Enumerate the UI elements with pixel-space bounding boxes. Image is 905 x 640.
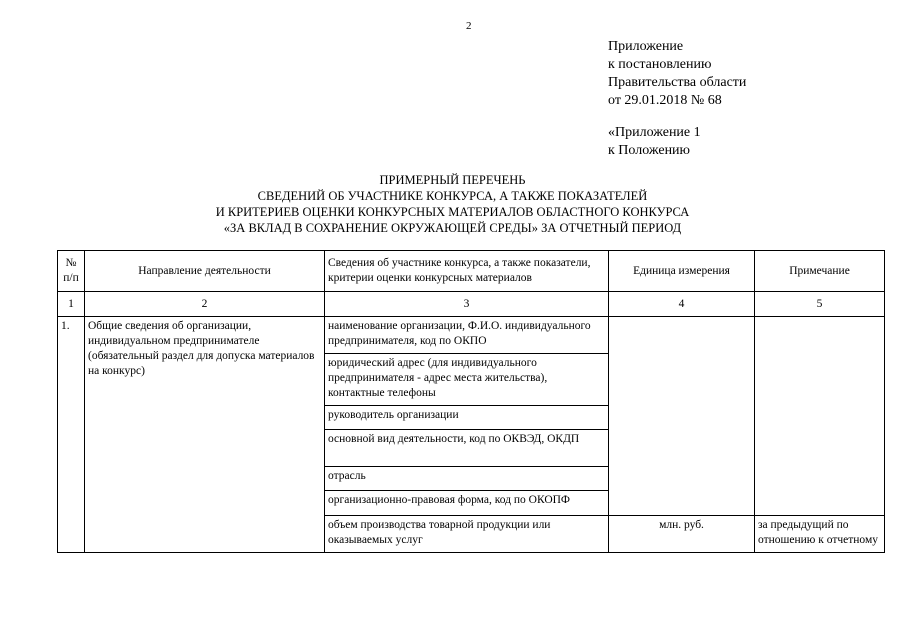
header-num: № п/п xyxy=(58,251,85,292)
header-note: Примечание xyxy=(755,251,885,292)
note-cell: за предыдущий по отношению к отчетному xyxy=(755,516,885,553)
appendix-line: к постановлению xyxy=(608,57,712,72)
page-number: 2 xyxy=(466,20,472,32)
appendix-line: к Положению xyxy=(608,143,691,158)
appendix-line: Правительства области xyxy=(608,75,747,90)
appendix-block xyxy=(608,38,746,110)
info-cell: объем производства товарной продукции или оказываемых услуг xyxy=(325,516,609,553)
appendix-line: Приложение xyxy=(608,39,684,54)
info-cell: организационно-правовая форма, код по ОКОПФ xyxy=(325,491,609,516)
title-line: ПРИМЕРНЫЙ ПЕРЕЧЕНЬ xyxy=(379,173,526,187)
column-number: 3 xyxy=(325,292,609,317)
table-header-row xyxy=(58,251,885,292)
column-number-row xyxy=(58,292,885,317)
appendix-line: «Приложение 1 xyxy=(608,125,701,140)
header-direction: Направление деятельности xyxy=(85,251,325,292)
title-line: СВЕДЕНИЙ ОБ УЧАСТНИКЕ КОНКУРСА, А ТАКЖЕ ПОКАЗАТЕЛЕЙ xyxy=(257,189,648,203)
info-cell: руководитель организации xyxy=(325,406,609,430)
criteria-table xyxy=(57,250,885,553)
title-line: «ЗА ВКЛАД В СОХРАНЕНИЕ ОКРУЖАЮЩЕЙ СРЕДЫ» ЗА ОТЧЕТНЫЙ ПЕРИОД xyxy=(223,221,682,235)
unit-cell xyxy=(609,317,755,516)
appendix-block-2 xyxy=(608,124,701,160)
title-line: И КРИТЕРИЕВ ОЦЕНКИ КОНКУРСНЫХ МАТЕРИАЛОВ ОБЛАСТНОГО КОНКУРСА xyxy=(215,205,690,219)
section-number: 1. xyxy=(58,317,85,553)
column-number: 4 xyxy=(609,292,755,317)
info-cell: юридический адрес (для индивидуального предпринимателя - адрес места жительства), контактные телефоны xyxy=(325,354,609,406)
table-row xyxy=(58,317,885,354)
document-title xyxy=(0,172,905,236)
column-number: 5 xyxy=(755,292,885,317)
header-unit: Единица измерения xyxy=(609,251,755,292)
header-info: Сведения об участнике конкурса, а также показатели, критерии оценки конкурсных материалов xyxy=(325,251,609,292)
info-cell: основной вид деятельности, код по ОКВЭД, ОКДП xyxy=(325,430,609,467)
column-number: 2 xyxy=(85,292,325,317)
info-cell: отрасль xyxy=(325,467,609,491)
column-number: 1 xyxy=(58,292,85,317)
info-cell: наименование организации, Ф.И.О. индивидуального предпринимателя, код по ОКПО xyxy=(325,317,609,354)
unit-cell: млн. руб. xyxy=(609,516,755,553)
appendix-line: от 29.01.2018 № 68 xyxy=(608,93,722,108)
section-direction: Общие сведения об организации, индивидуальном предпринимателе (обязательный раздел для допуска материалов на конкурс) xyxy=(85,317,325,553)
note-cell xyxy=(755,317,885,516)
